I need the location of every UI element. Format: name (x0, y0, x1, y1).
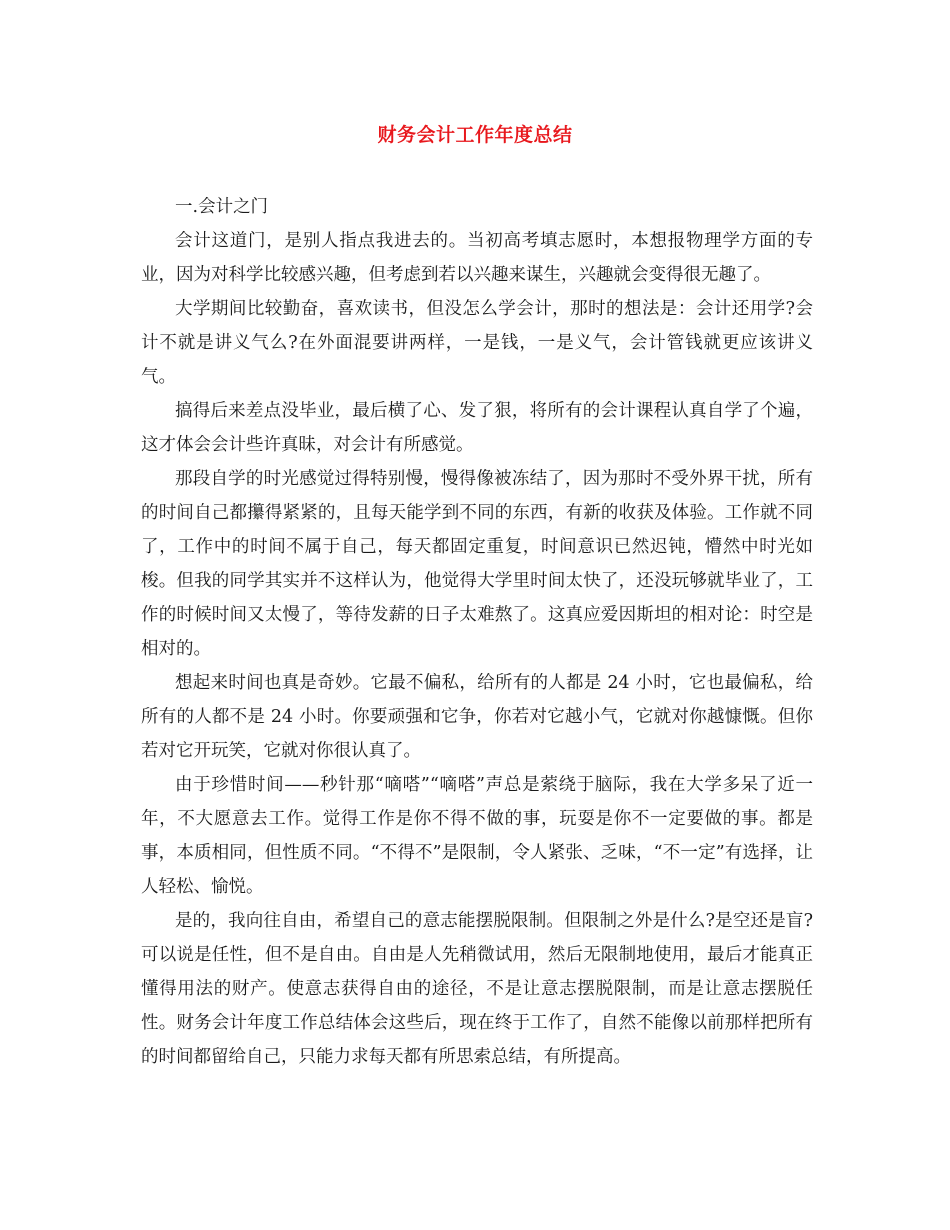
document-body (141, 190, 813, 1074)
paragraph-2: 大学期间比较勤奋，喜欢读书，但没怎么学会计，那时的想法是：会计还用学?会计不就是讲义气么?在外面混要讲两样，一是钱，一是义气，会计管钱就更应该讲义气。 (141, 299, 813, 387)
paragraph-4: 那段自学的时光感觉过得特别慢，慢得像被冻结了，因为那时不受外界干扰，所有的时间自己都攥得紧紧的，且每天能学到不同的东西，有新的收获及体验。工作就不同了，工作中的时间不属于自己，每天都固定重复，时间意识已然迟钝，懵然中时光如梭。但我的同学其实并不这样认为，他觉得大学里时间太快了，还没玩够就毕业了，工作的时候时间又太慢了，等待发薪的日子太难熬了。这真应爱因斯坦的相对论：时空是相对的。 (141, 469, 813, 659)
paragraph-5: 想起来时间也真是奇妙。它最不偏私，给所有的人都是 24 小时，它也最偏私，给所有的人都不是 24 小时。你要顽强和它争，你若对它越小气，它就对你越慷慨。但你若对它开玩笑，它就对你很认真了。 (141, 673, 813, 761)
paragraph-7: 是的，我向往自由，希望自己的意志能摆脱限制。但限制之外是什么?是空还是盲?可以说是任性，但不是自由。自由是人先稍微试用，然后无限制地使用，最后才能真正懂得用法的财产。使意志获得自由的途径，不是让意志摆脱限制，而是让意志摆脱任性。财务会计年度工作总结体会这些后，现在终于工作了，自然不能像以前那样把所有的时间都留给自己，只能力求每天都有所思索总结，有所提高。 (141, 911, 813, 1067)
document-title: 财务会计工作年度总结 (377, 124, 573, 146)
paragraph-6: 由于珍惜时间——秒针那“嘀嗒”“嘀嗒”声总是萦绕于脑际，我在大学多呆了近一年，不大愿意去工作。觉得工作是你不得不做的事，玩耍是你不一定要做的事。都是事，本质相同，但性质不同。“不得不”是限制，令人紧张、乏味，“不一定”有选择，让人轻松、愉悦。 (141, 775, 813, 897)
paragraph-1: 会计这道门，是别人指点我进去的。当初高考填志愿时，本想报物理学方面的专业，因为对科学比较感兴趣，但考虑到若以兴趣来谋生，兴趣就会变得很无趣了。 (141, 231, 813, 285)
section-heading: 一.会计之门 (175, 197, 269, 217)
paragraph-3: 搞得后来差点没毕业，最后横了心、发了狠，将所有的会计课程认真自学了个遍，这才体会会计些许真昧，对会计有所感觉。 (141, 401, 813, 455)
